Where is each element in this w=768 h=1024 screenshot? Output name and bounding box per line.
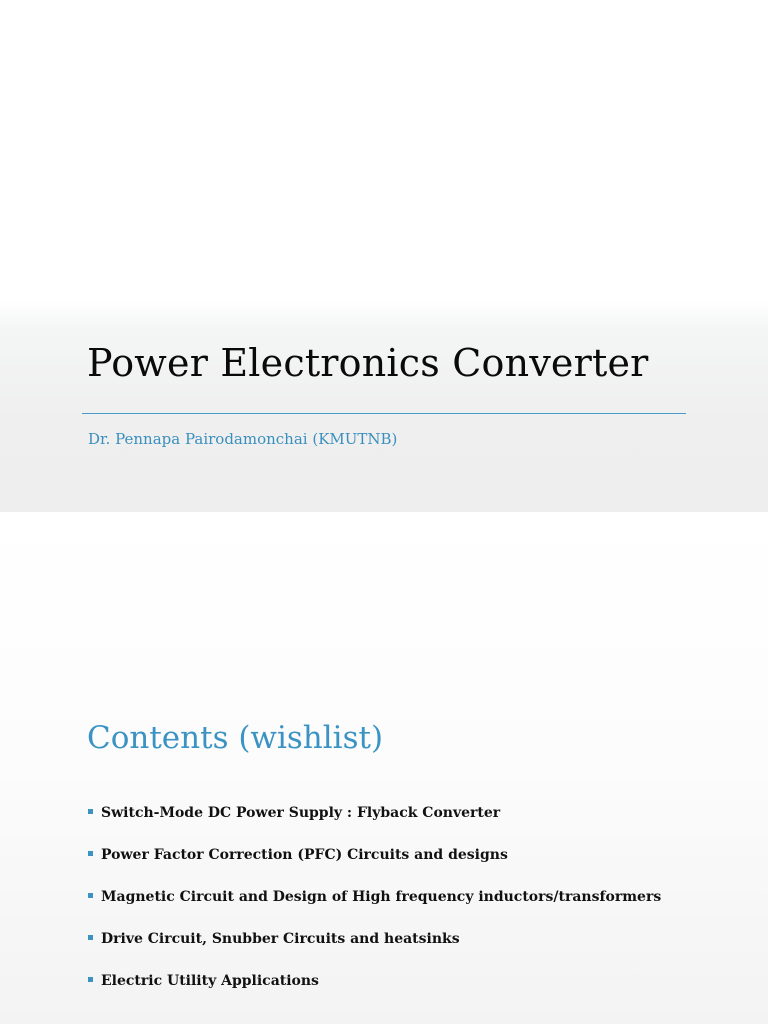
contents-list	[88, 804, 661, 1014]
square-bullet-icon	[88, 851, 93, 856]
list-item-text: Electric Utility Applications	[101, 973, 319, 989]
slide-subtitle: Dr. Pennapa Pairodamonchai (KMUTNB)	[88, 430, 398, 448]
list-item	[88, 804, 661, 846]
square-bullet-icon	[88, 935, 93, 940]
list-item-text: Switch-Mode DC Power Supply : Flyback Converter	[101, 805, 501, 821]
list-item	[88, 846, 661, 888]
list-item	[88, 972, 661, 1014]
list-item	[88, 930, 661, 972]
list-item-text: Magnetic Circuit and Design of High frequency inductors/transformers	[101, 889, 662, 905]
list-item	[88, 888, 661, 930]
square-bullet-icon	[88, 977, 93, 982]
list-item-text: Drive Circuit, Snubber Circuits and heatsinks	[101, 931, 460, 947]
square-bullet-icon	[88, 809, 93, 814]
contents-title: Contents (wishlist)	[87, 720, 384, 756]
title-divider	[82, 413, 686, 414]
list-item-text: Power Factor Correction (PFC) Circuits and designs	[101, 847, 508, 863]
contents-slide	[0, 512, 768, 1024]
square-bullet-icon	[88, 893, 93, 898]
slide-title: Power Electronics Converter	[87, 341, 649, 385]
